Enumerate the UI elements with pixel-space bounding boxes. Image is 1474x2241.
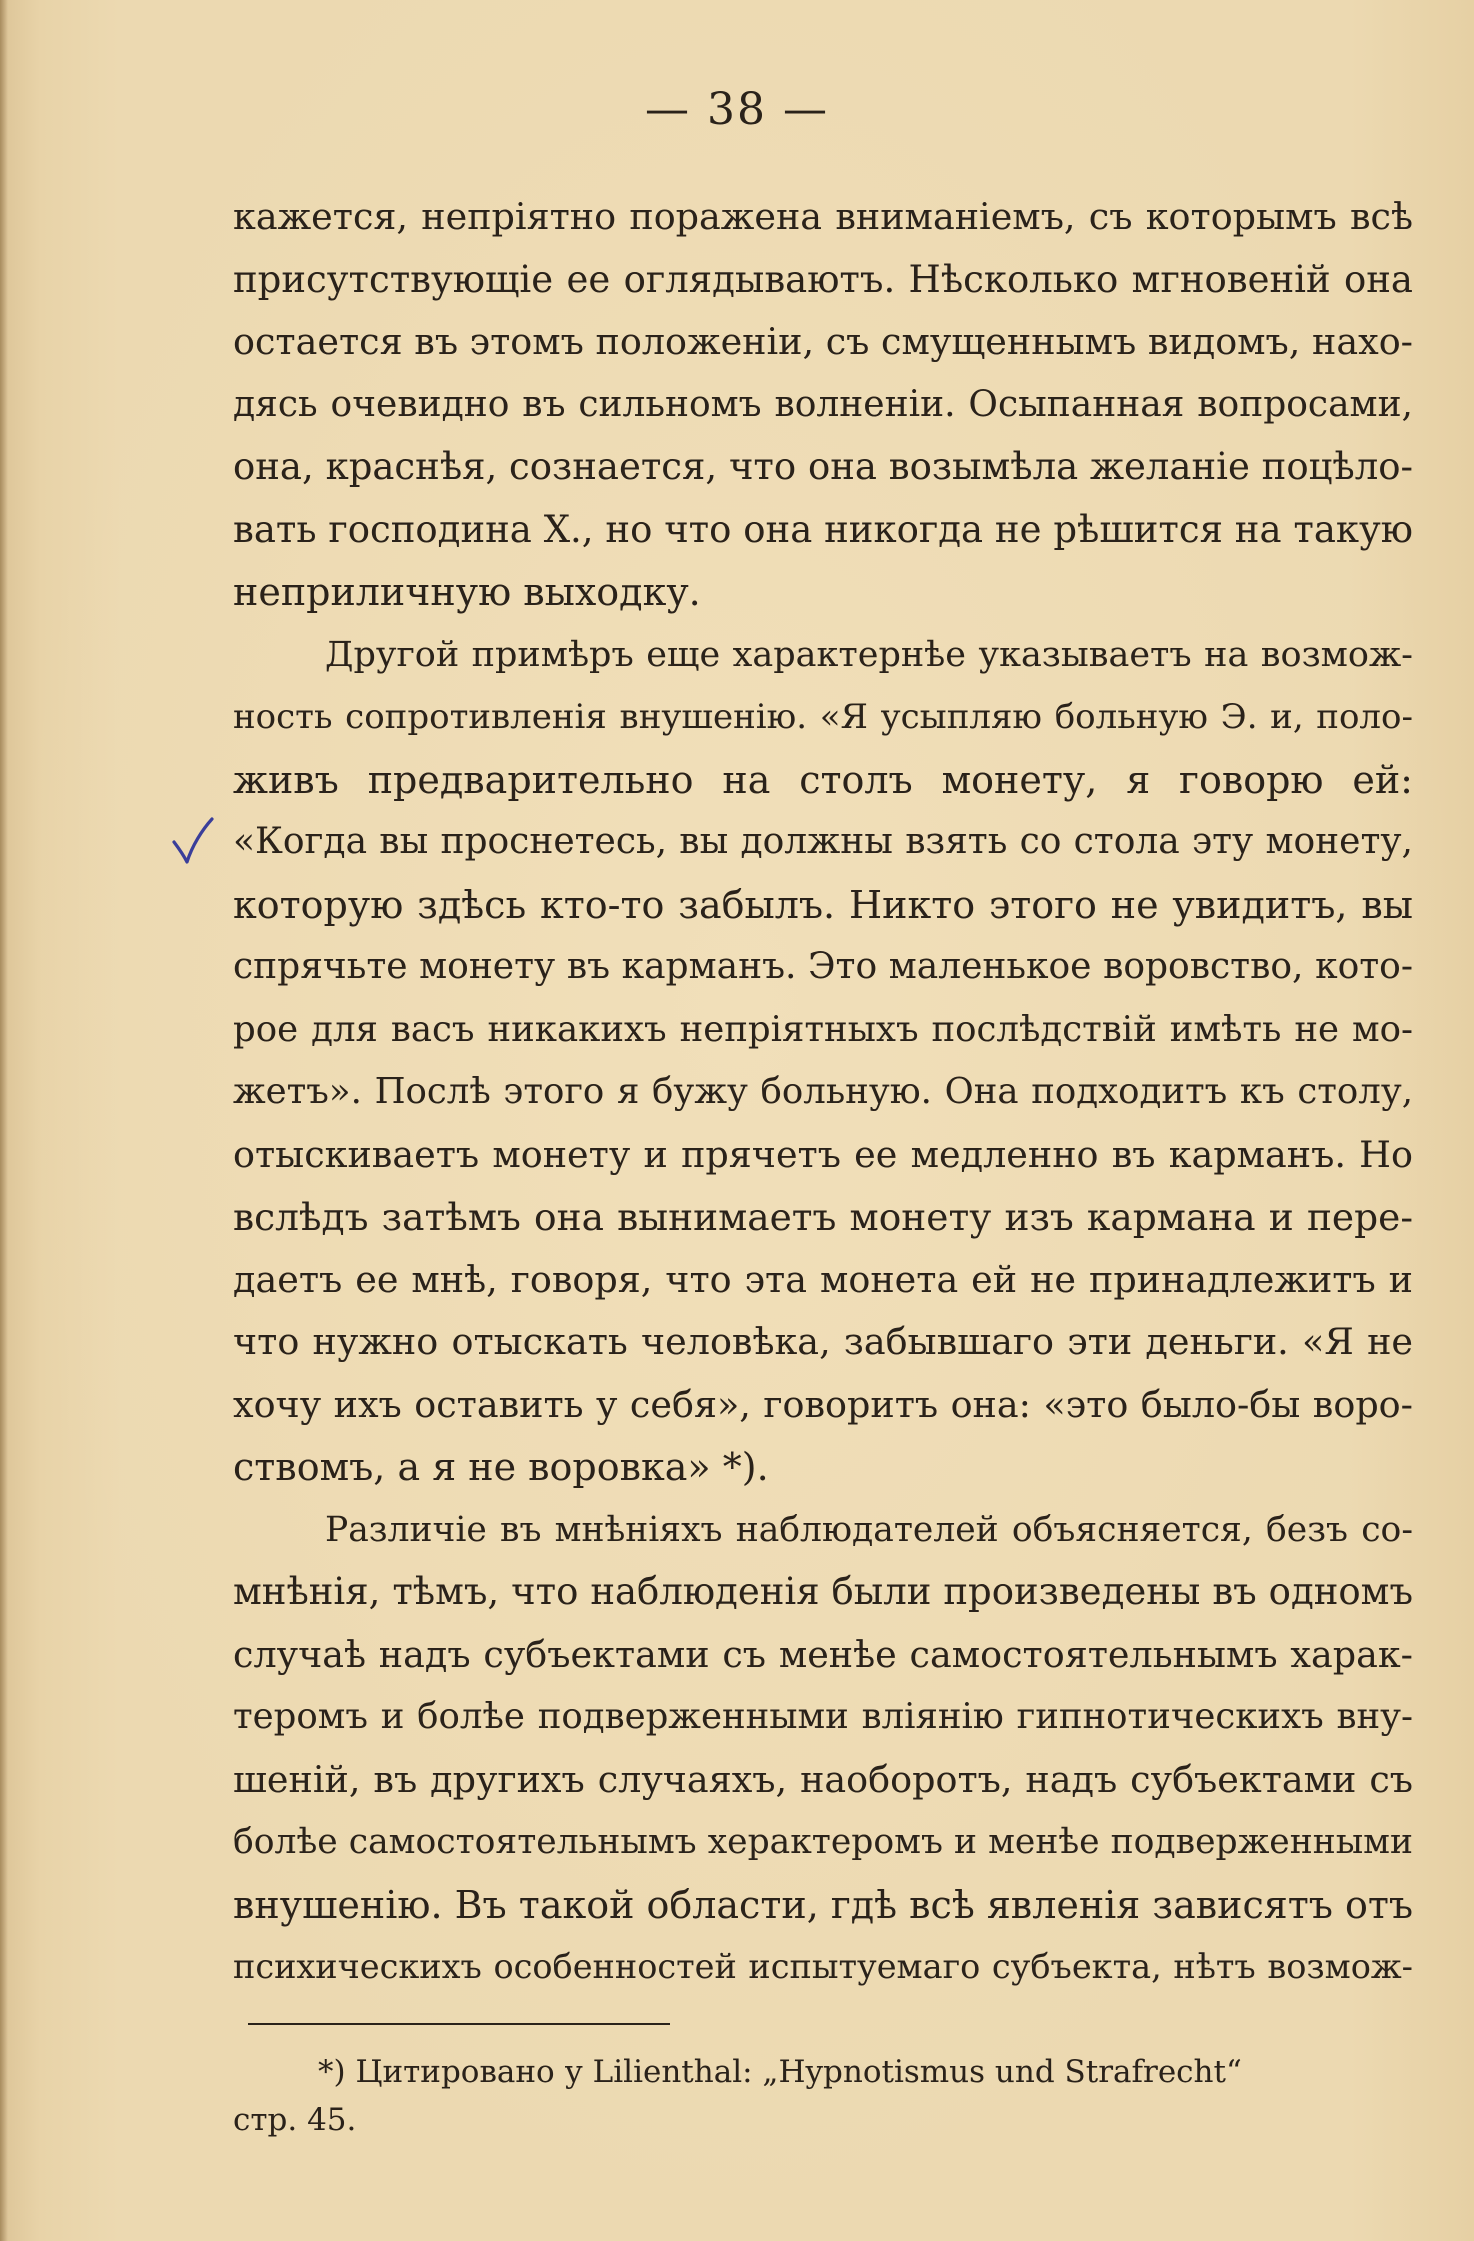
text-line: болѣе самостоятельнымъ херактеромъ и менѣе подверженными <box>233 1822 1413 1862</box>
text-line: неприличную выходку. <box>233 570 701 614</box>
text-line: шеній, въ другихъ случаяхъ, наоборотъ, надъ субъектами съ <box>233 1757 1413 1801</box>
checkmark-icon <box>170 816 216 866</box>
text-line: жетъ». Послѣ этого я бужу больную. Она подходитъ къ столу, <box>233 1071 1413 1112</box>
body-text <box>233 186 1413 1999</box>
footnote-line: *) Цитировано у Lilienthal: „Hypnotismus und Strafrecht“ <box>318 2054 1242 2090</box>
text-line: ность сопротивленія внушенію. «Я усыпляю больную Э. и, поло- <box>233 697 1413 737</box>
text-line: она, краснѣя, сознается, что она возымѣла желаніе поцѣло- <box>233 445 1413 488</box>
text-line: Другой примѣръ еще характернѣе указываетъ на возмож- <box>325 634 1413 675</box>
text-line: вать господина Х., но что она никогда не рѣшится на такую <box>233 507 1413 551</box>
text-line: которую здѣсь кто-то забылъ. Никто этого не увидитъ, вы <box>233 882 1413 927</box>
text-line: дясь очевидно въ сильномъ волненіи. Осыпанная вопросами, <box>233 383 1413 425</box>
text-line: остается въ этомъ положеніи, съ смущеннымъ видомъ, нахо- <box>233 320 1413 363</box>
footnote-line: стр. 45. <box>233 2102 357 2138</box>
text-line: внушенію. Въ такой области, гдѣ всѣ явленія зависятъ отъ <box>233 1882 1413 1927</box>
text-line: случаѣ надъ субъектами съ менѣе самостоятельнымъ харак- <box>233 1632 1413 1676</box>
text-line: спрячьте монету въ карманъ. Это маленькое воровство, кото- <box>233 946 1413 987</box>
text-line: теромъ и болѣе подверженными вліянію гипнотическихъ вну- <box>233 1696 1413 1737</box>
text-line: хочу ихъ оставить у себя», говоритъ она: «это было-бы воро- <box>233 1382 1413 1426</box>
text-line: мнѣнія, тѣмъ, что наблюденія были произведены въ одномъ <box>233 1570 1413 1613</box>
footnote <box>233 2048 1413 2144</box>
page-edge-shadow <box>0 0 8 2241</box>
text-line: рое для васъ никакихъ непріятныхъ послѣдствій имѣть не мо- <box>233 1008 1413 1050</box>
text-line: что нужно отыскать человѣка, забывшаго эти деньги. «Я не <box>233 1320 1413 1363</box>
text-line: кажется, непріятно поражена вниманіемъ, съ которымъ всѣ <box>233 195 1413 238</box>
text-line: присутствующіе ее оглядываютъ. Нѣсколько мгновеній она <box>233 257 1413 301</box>
text-line: ствомъ, а я не воровка» *). <box>233 1445 769 1489</box>
text-line: вслѣдъ затѣмъ она вынимаетъ монету изъ кармана и пере- <box>233 1195 1413 1239</box>
text-line: даетъ ее мнѣ, говоря, что эта монета ей не принадлежитъ и <box>233 1257 1413 1301</box>
text-line: «Когда вы проснетесь, вы должны взять со стола эту монету, <box>233 821 1413 862</box>
text-line: отыскиваетъ монету и прячетъ ее медленно въ карманъ. Но <box>233 1132 1413 1176</box>
text-line: Различіе въ мнѣніяхъ наблюдателей объясняется, безъ со- <box>325 1509 1413 1550</box>
text-line: психическихъ особенностей испытуемаго субъекта, нѣтъ возмож- <box>233 1947 1413 1986</box>
page-number: — 38 — <box>645 84 829 135</box>
footnote-divider <box>248 2023 670 2025</box>
text-line: живъ предварительно на столъ монету, я говорю ей: <box>233 757 1413 802</box>
